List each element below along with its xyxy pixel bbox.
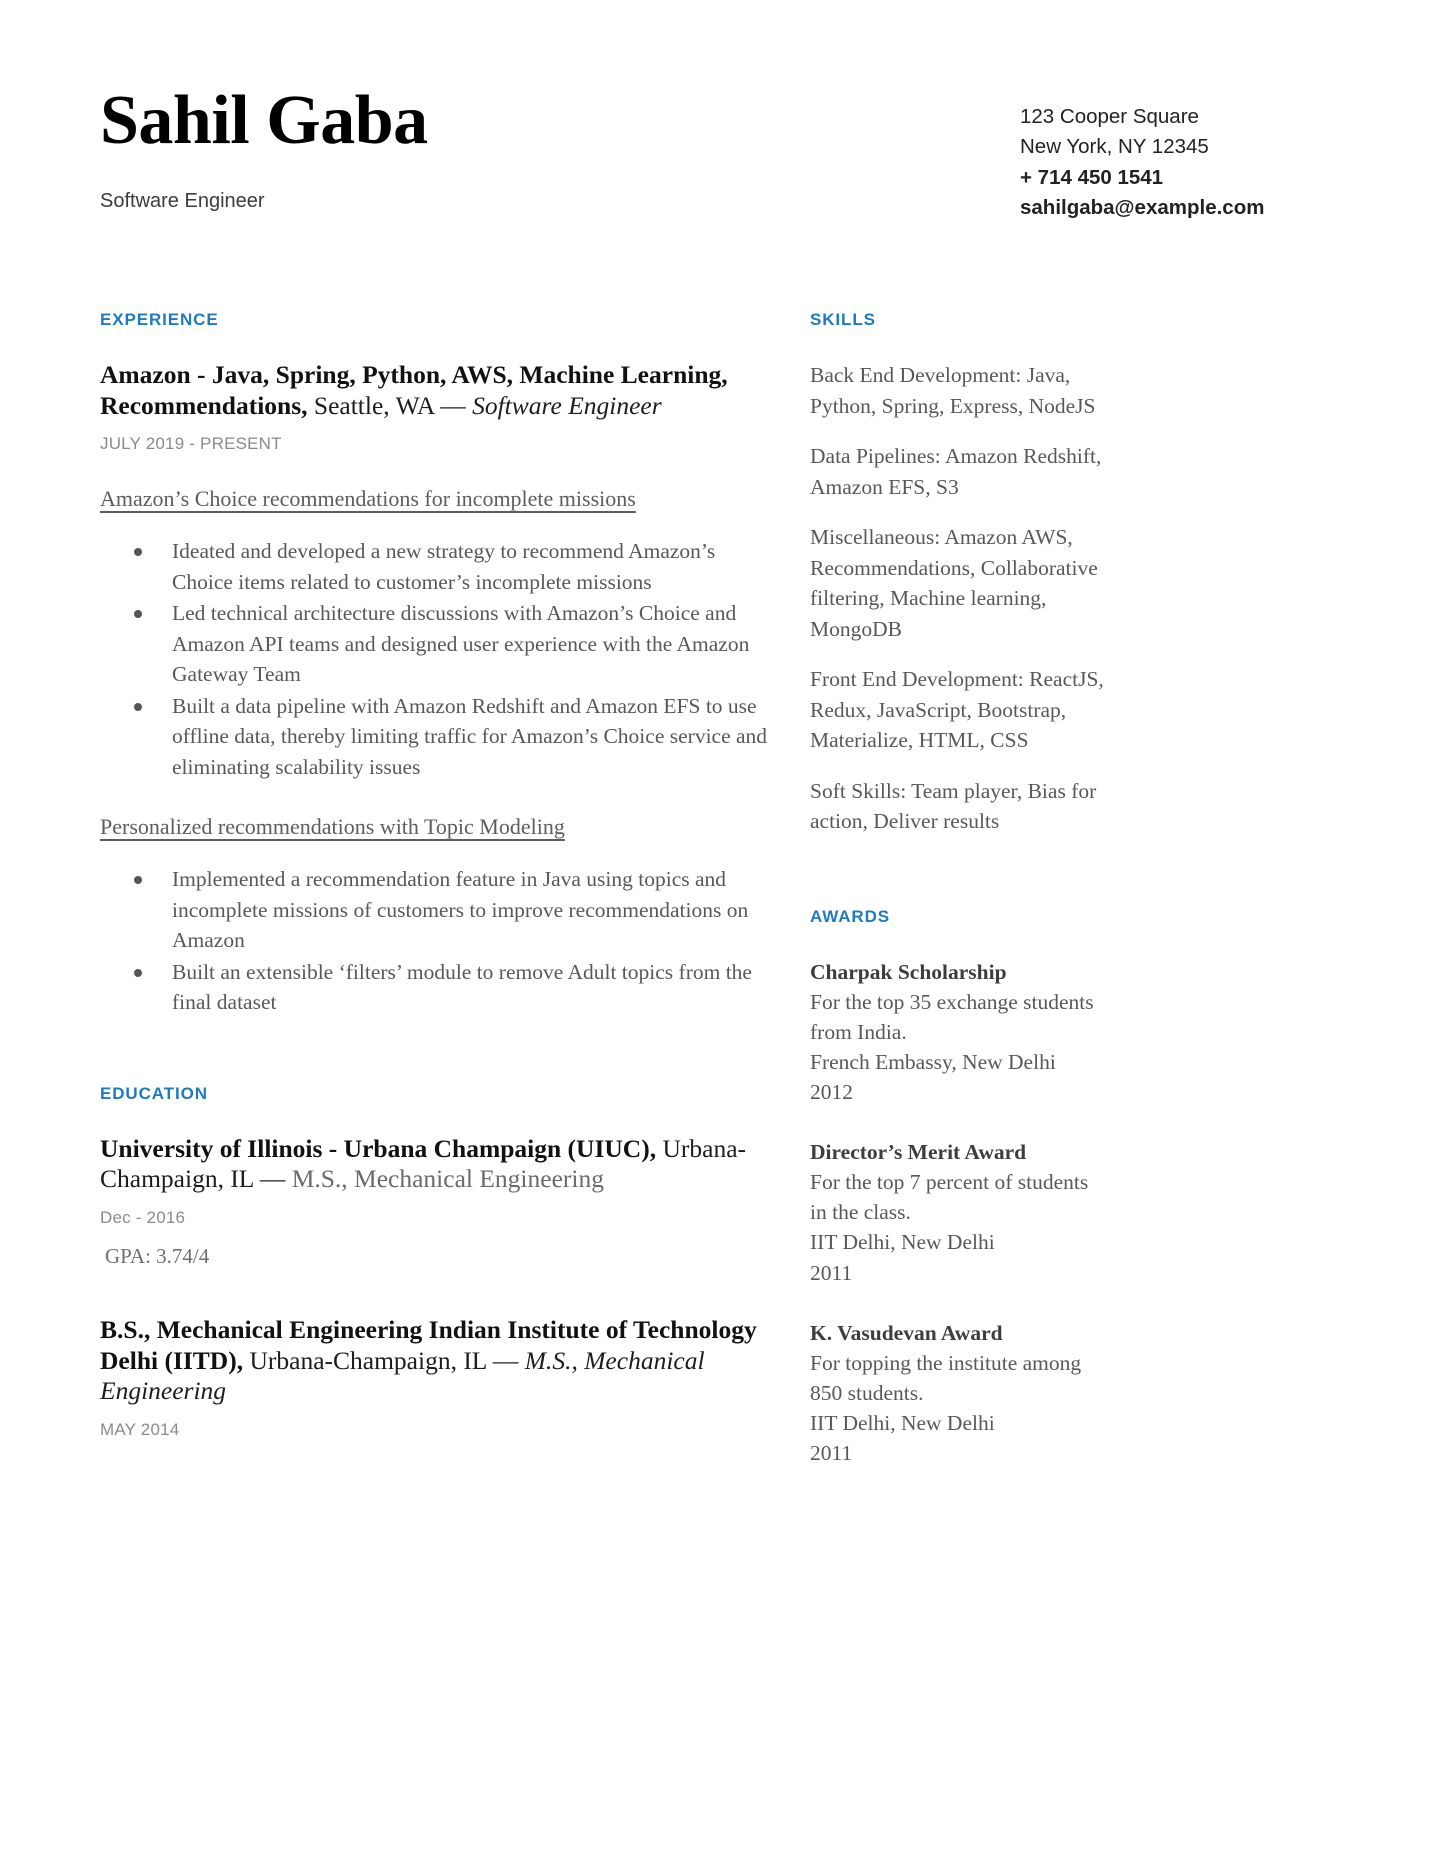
education-org: University of Illinois - Urbana Champaign (UIUC), xyxy=(100,1133,657,1163)
candidate-role: Software Engineer xyxy=(100,190,265,212)
skill-item: Miscellaneous: Amazon AWS, Recommendations, Collaborative filtering, Machine learning, MongoDB xyxy=(810,525,1098,641)
main-column xyxy=(100,310,780,1444)
award-issuer: IIT Delhi, New Delhi xyxy=(810,1230,995,1255)
award-item xyxy=(810,1137,1110,1287)
award-description: For topping the institute among 850 students. xyxy=(810,1350,1082,1405)
skill-item: Front End Development: ReactJS, Redux, JavaScript, Bootstrap, Materialize, HTML, CSS xyxy=(810,667,1104,753)
sidebar-spacer xyxy=(810,857,1110,907)
award-issuer: IIT Delhi, New Delhi xyxy=(810,1410,995,1435)
education-gpa: GPA: 3.74/4 xyxy=(105,1244,210,1269)
project-heading: Amazon’s Choice recommendations for incomplete missions xyxy=(100,486,636,512)
contact-city: New York, NY 12345 xyxy=(1020,135,1209,159)
education-entry-title xyxy=(100,1315,780,1407)
education-degree: M.S., Mechanical Engineering xyxy=(100,1345,705,1406)
award-name: K. Vasudevan Award xyxy=(810,1320,1003,1345)
education-place: Urbana-Champaign, IL xyxy=(100,1133,747,1194)
education-entry xyxy=(100,1315,780,1440)
identity-block xyxy=(100,82,800,213)
contact-phone[interactable]: + 714 450 1541 xyxy=(1020,165,1164,189)
project-bullets xyxy=(100,864,780,1018)
education-degree: M.S., Mechanical Engineering xyxy=(291,1164,604,1194)
award-issuer: French Embassy, New Delhi xyxy=(810,1049,1056,1074)
entry-spacer xyxy=(100,1273,780,1315)
award-item xyxy=(810,957,1110,1107)
award-year: 2011 xyxy=(810,1441,853,1466)
award-year: 2012 xyxy=(810,1080,853,1105)
award-description: For the top 7 percent of students in the class. xyxy=(810,1170,1089,1225)
experience-entry-title xyxy=(100,360,780,421)
education-org: B.S., Mechanical Engineering Indian Institute of Technology Delhi (IITD), xyxy=(100,1315,757,1375)
award-name: Director’s Merit Award xyxy=(810,1140,1027,1165)
experience-org: Amazon - Java, Spring, Python, AWS, Machine Learning, Recommendations, xyxy=(100,360,728,420)
contact-email[interactable]: sahilgaba@example.com xyxy=(1020,195,1265,219)
experience-entry xyxy=(100,360,780,1018)
project-bullets xyxy=(100,536,780,782)
section-title-experience: EXPERIENCE xyxy=(100,310,219,329)
experience-role: Software Engineer xyxy=(472,390,662,420)
sidebar-column xyxy=(810,310,1110,1498)
bullet-item: Ideated and developed a new strategy to recommend Amazon’s Choice items related to customer’s incomplete missions xyxy=(100,536,780,597)
contact-block xyxy=(1020,86,1340,223)
section-title-skills: SKILLS xyxy=(810,310,876,329)
candidate-name: Sahil Gaba xyxy=(100,82,428,159)
award-name: Charpak Scholarship xyxy=(810,959,1007,984)
education-entry xyxy=(100,1134,780,1269)
skill-item: Data Pipelines: Amazon Redshift, Amazon EFS, S3 xyxy=(810,444,1102,499)
award-description: For the top 35 exchange students from India. xyxy=(810,989,1094,1044)
experience-date: JULY 2019 - PRESENT xyxy=(100,434,282,454)
education-dash: — xyxy=(492,1345,525,1375)
bullet-item: Built an extensible ‘filters’ module to remove Adult topics from the final dataset xyxy=(100,957,780,1018)
bullet-item: Implemented a recommendation feature in Java using topics and incomplete missions of customers to improve recommendations on Amazon xyxy=(100,864,780,956)
education-place: Urbana-Champaign, IL xyxy=(243,1345,493,1375)
award-year: 2011 xyxy=(810,1260,853,1285)
experience-dash: — xyxy=(440,390,473,420)
education-date: MAY 2014 xyxy=(100,1419,180,1439)
skill-item: Back End Development: Java, Python, Spring, Express, NodeJS xyxy=(810,363,1096,418)
resume-header xyxy=(100,82,1340,223)
education-entry-title xyxy=(100,1134,780,1195)
award-item xyxy=(810,1318,1110,1468)
section-spacer xyxy=(100,1022,780,1084)
education-date: Dec - 2016 xyxy=(100,1208,186,1228)
section-title-education: EDUCATION xyxy=(100,1083,208,1103)
experience-place: Seattle, WA xyxy=(307,390,441,420)
project-heading: Personalized recommendations with Topic Modeling xyxy=(100,814,565,840)
section-title-awards: AWARDS xyxy=(810,906,891,926)
education-dash: — xyxy=(259,1164,292,1194)
bullet-item: Built a data pipeline with Amazon Redshift and Amazon EFS to use offline data, thereby limiting traffic for Amazon’s Choice service and eliminating scalability issues xyxy=(100,691,780,783)
contact-address: 123 Cooper Square xyxy=(1020,105,1199,128)
bullet-item: Led technical architecture discussions with Amazon’s Choice and Amazon API teams and designed user experience with the Amazon Gateway Team xyxy=(100,598,780,690)
skill-item: Soft Skills: Team player, Bias for action, Deliver results xyxy=(810,778,1097,834)
